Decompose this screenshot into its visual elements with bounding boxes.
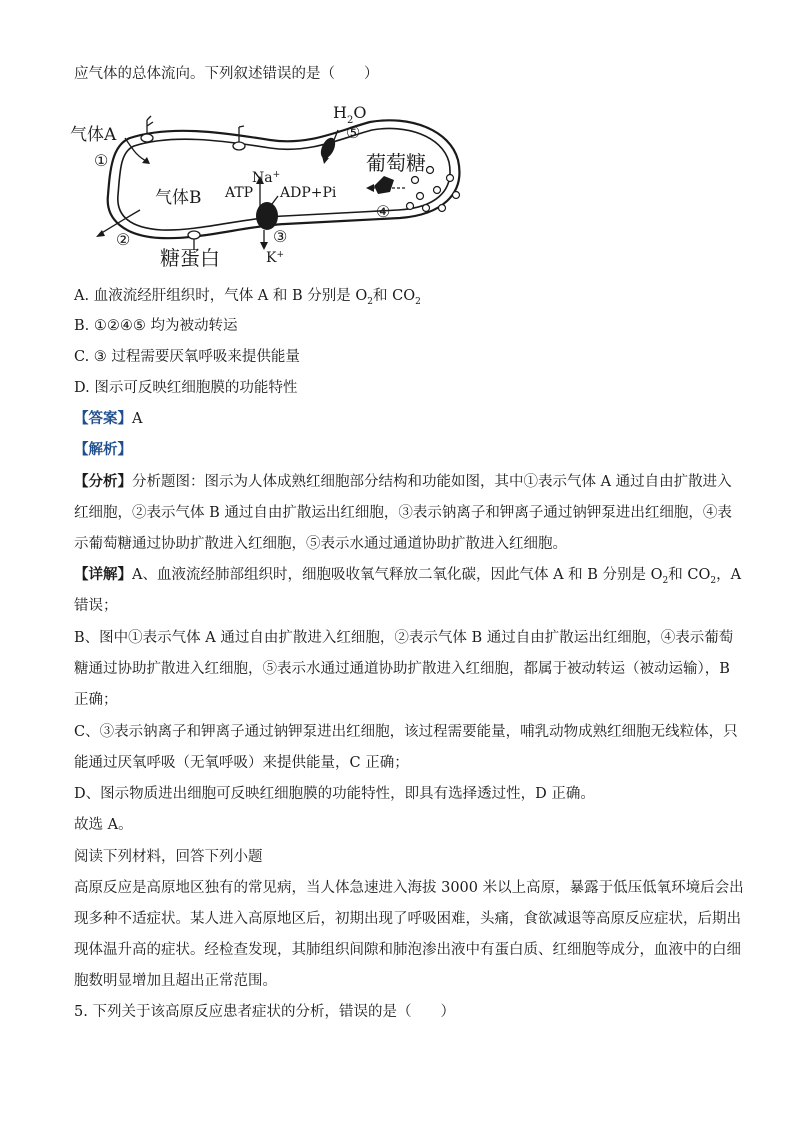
question-5: 5. 下列关于该高原反应患者症状的分析，错误的是（ ） (74, 1004, 455, 1020)
material-line-1: 高原反应是高原地区独有的常见病，当人体急速进入海拔 3000 米以上高原，暴露于低压低氧环境后会出 (74, 880, 744, 896)
answer-label: 【答案】 (74, 410, 132, 427)
option-b[interactable]: B. ①②④⑤ 均为被动转运 (74, 318, 238, 334)
question-stem-tail: 应气体的总体流向。下列叙述错误的是（ ） (74, 66, 379, 82)
circle-2-label: ② (116, 230, 131, 249)
choose-answer: 故选 A。 (74, 817, 133, 833)
detail-c-line-2: 能通过厌氧呼吸（无氧呼吸）来提供能量，C 正确； (74, 755, 409, 771)
circle-3-label: ③ (273, 227, 288, 246)
gas-a-label: 气体A (70, 125, 117, 145)
gas-b-label: 气体B (155, 188, 202, 208)
detail-d-line-1: D、图示物质进出细胞可反映红细胞膜的功能特性，即具有选择透过性，D 正确。 (74, 786, 595, 802)
glycoprotein-top-1 (141, 116, 153, 142)
water-label: $H_2O$ (333, 103, 367, 126)
analysis-line-2: 红细胞，②表示气体 B 通过自由扩散运出红细胞，③表示钠离子和钾离子通过钠钾泵进出红细胞，④表 (74, 505, 732, 521)
glycoprotein-label: 糖蛋白 (160, 246, 220, 270)
material-intro: 阅读下列材料，回答下列小题 (74, 849, 263, 865)
detail-b-line-2: 糖通过协助扩散进入红细胞，⑤表示水通过通道协助扩散进入红细胞，都属于被动转运（被动运输），B (74, 661, 730, 677)
sodium-label: Na+ (252, 170, 281, 186)
cell-membrane-outer (108, 120, 460, 238)
material-line-3: 现体温升高的症状。经检查发现，其肺组织间隙和肺泡渗出液中有蛋白质、红细胞等成分，血液中的白细 (74, 942, 741, 958)
circle-5-label: ⑤ (346, 123, 361, 142)
material-line-4: 胞数明显增加且超出正常范围。 (74, 973, 277, 989)
cell-membrane-inner (118, 128, 450, 230)
detail-a-line-2: 错误； (74, 598, 118, 614)
option-d[interactable]: D. 图示可反映红细胞膜的功能特性 (74, 380, 298, 396)
material-line-2: 现多种不适症状。某人进入高原地区后，初期出现了呼吸困难，头痛，食欲减退等高原反应症状，后期出 (74, 911, 741, 927)
answer-value: A (132, 411, 143, 427)
answer-row (74, 409, 142, 429)
adp-label: ADP+Pi (280, 185, 337, 201)
option-c[interactable]: C. ③ 过程需要厌氧呼吸来提供能量 (74, 349, 300, 365)
option-a[interactable]: A. 血液流经肝组织时，气体 A 和 B 分别是 $O_2$和 $CO_2$ (74, 288, 421, 307)
analysis-line-1: 【分析】分析题图：图示为人体成熟红细胞部分结构和功能如图，其中①表示气体 A 通过自由扩散进入 (74, 473, 732, 490)
glucose-carrier (366, 176, 405, 194)
red-blood-cell-diagram (70, 100, 470, 275)
detail-b-line-3: 正确； (74, 692, 118, 708)
analysis-heading: 【解析】 (74, 441, 132, 458)
glycoprotein-top-2 (233, 126, 245, 150)
atp-label: ATP (225, 185, 254, 201)
detail-a-line-1: 【详解】A、血液流经肺部组织时，细胞吸收氧气释放二氧化碳，因此气体 A 和 B 分别是 $O_2$和 $CO_2$，A (74, 566, 742, 586)
glucose-label: 葡萄糖 (366, 151, 426, 175)
detail-b-line-1: B、图中①表示气体 A 通过自由扩散进入红细胞，②表示气体 B 通过自由扩散运出红细胞，④表示葡萄 (74, 630, 734, 646)
circle-1-label: ① (94, 151, 109, 170)
potassium-label: K+ (266, 250, 285, 266)
analysis-line-3: 示葡萄糖通过协助扩散进入红细胞，⑤表示水通过通道协助扩散进入红细胞。 (74, 536, 567, 552)
circle-4-label: ④ (376, 202, 391, 221)
detail-c-line-1: C、③表示钠离子和钾离子通过钠钾泵进出红细胞，该过程需要能量，哺乳动物成熟红细胞无线粒体，只 (74, 724, 738, 740)
